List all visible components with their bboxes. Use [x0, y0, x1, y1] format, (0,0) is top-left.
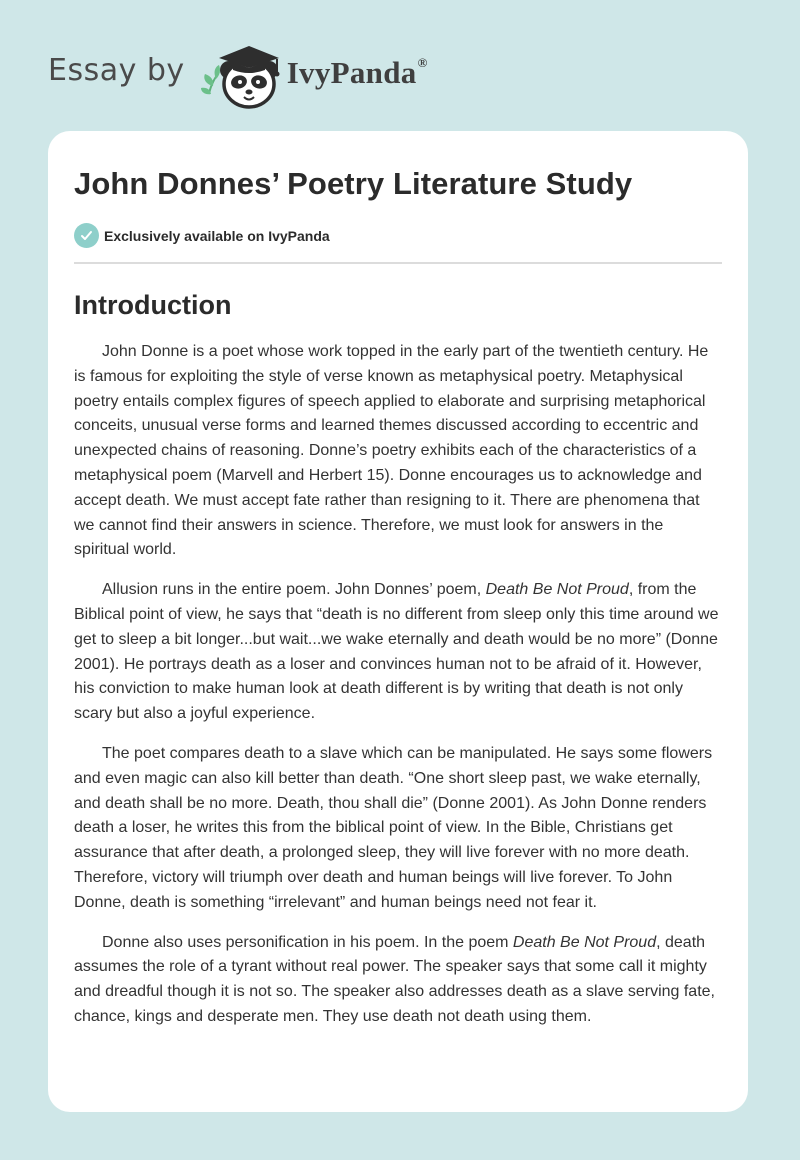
poem-title: Death Be Not Proud	[512, 933, 657, 951]
ivypanda-logo-icon[interactable]	[199, 32, 291, 112]
essay-by-label: Essay by	[48, 52, 185, 88]
brand-name[interactable]	[287, 55, 428, 91]
essay-card	[48, 131, 748, 1112]
divider	[74, 262, 722, 264]
essay-body	[74, 340, 722, 1030]
poem-title: Death Be Not Proud	[485, 581, 629, 599]
paragraph: The poet compares death to a slave which can be manipulated. He says some flowers and even magic can also kill better than death. “One short sleep past, we wake eternally, and death shall be no more. Death, thou shall die” (Donne 2001). As John Donne renders death a loser, he writes this from the biblical point of view. In the Bible, Christians get assurance that after death, a prolonged sleep, they will live forever with no more death. Therefore, victory will triumph over death and human beings will live forever. To John Donne, death is something “irrelevant” and human beings need not fear it.	[74, 744, 713, 911]
exclusive-badge	[74, 223, 722, 248]
paragraph-text: , from the Biblical point of view, he says that “death is no different from sleep only this time around we get to sleep a bit longer...but wait...we wake eternally and death would be no more” (Donne 2001). He portrays death as a loser and convinces human not to be afraid of it. However, his conviction to make human look at death different is by writing that death is not only scary but also a joyful experience.	[74, 581, 719, 723]
paragraph-text: , death assumes the role of a tyrant without real power. The speaker says that some call it mighty and dreadful though it is not so. The speaker also addresses death as a slave serving fate, chance, kings and desperate men. They use death not death using them.	[74, 933, 715, 1025]
paragraph: John Donne is a poet whose work topped in the early part of the twentieth century. He is famous for exploiting the style of verse known as metaphysical poetry. Metaphysical poetry entails complex figures of speech applied to elaborate and surprising metaphorical conceits, unusual verse forms and learned themes discussed according to eccentric and unexpected chains of reasoning. Donne’s poetry exhibits each of the characteristics of a metaphysical poem (Marvell and Herbert 15). Donne encourages us to acknowledge and accept death. We must accept fate rather than resigning to it. There are phenomena that we cannot find their answers in science. Therefore, we must look for answers in the spiritual world.	[74, 343, 709, 559]
exclusive-badge-text: Exclusively available on IvyPanda	[104, 227, 330, 244]
check-icon	[74, 223, 99, 248]
brand-label[interactable]: IvyPanda	[286, 55, 417, 90]
registered-mark: ®	[417, 55, 428, 70]
paragraph	[74, 578, 722, 727]
paragraph	[74, 931, 722, 1030]
site-header	[48, 32, 428, 112]
essay-title: John Donnes’ Poetry Literature Study	[74, 166, 633, 201]
section-heading: Introduction	[74, 290, 232, 320]
paragraph-text: Allusion runs in the entire poem. John Donnes’ poem,	[102, 581, 486, 599]
paragraph-text: Donne also uses personification in his poem. In the poem	[102, 933, 513, 951]
